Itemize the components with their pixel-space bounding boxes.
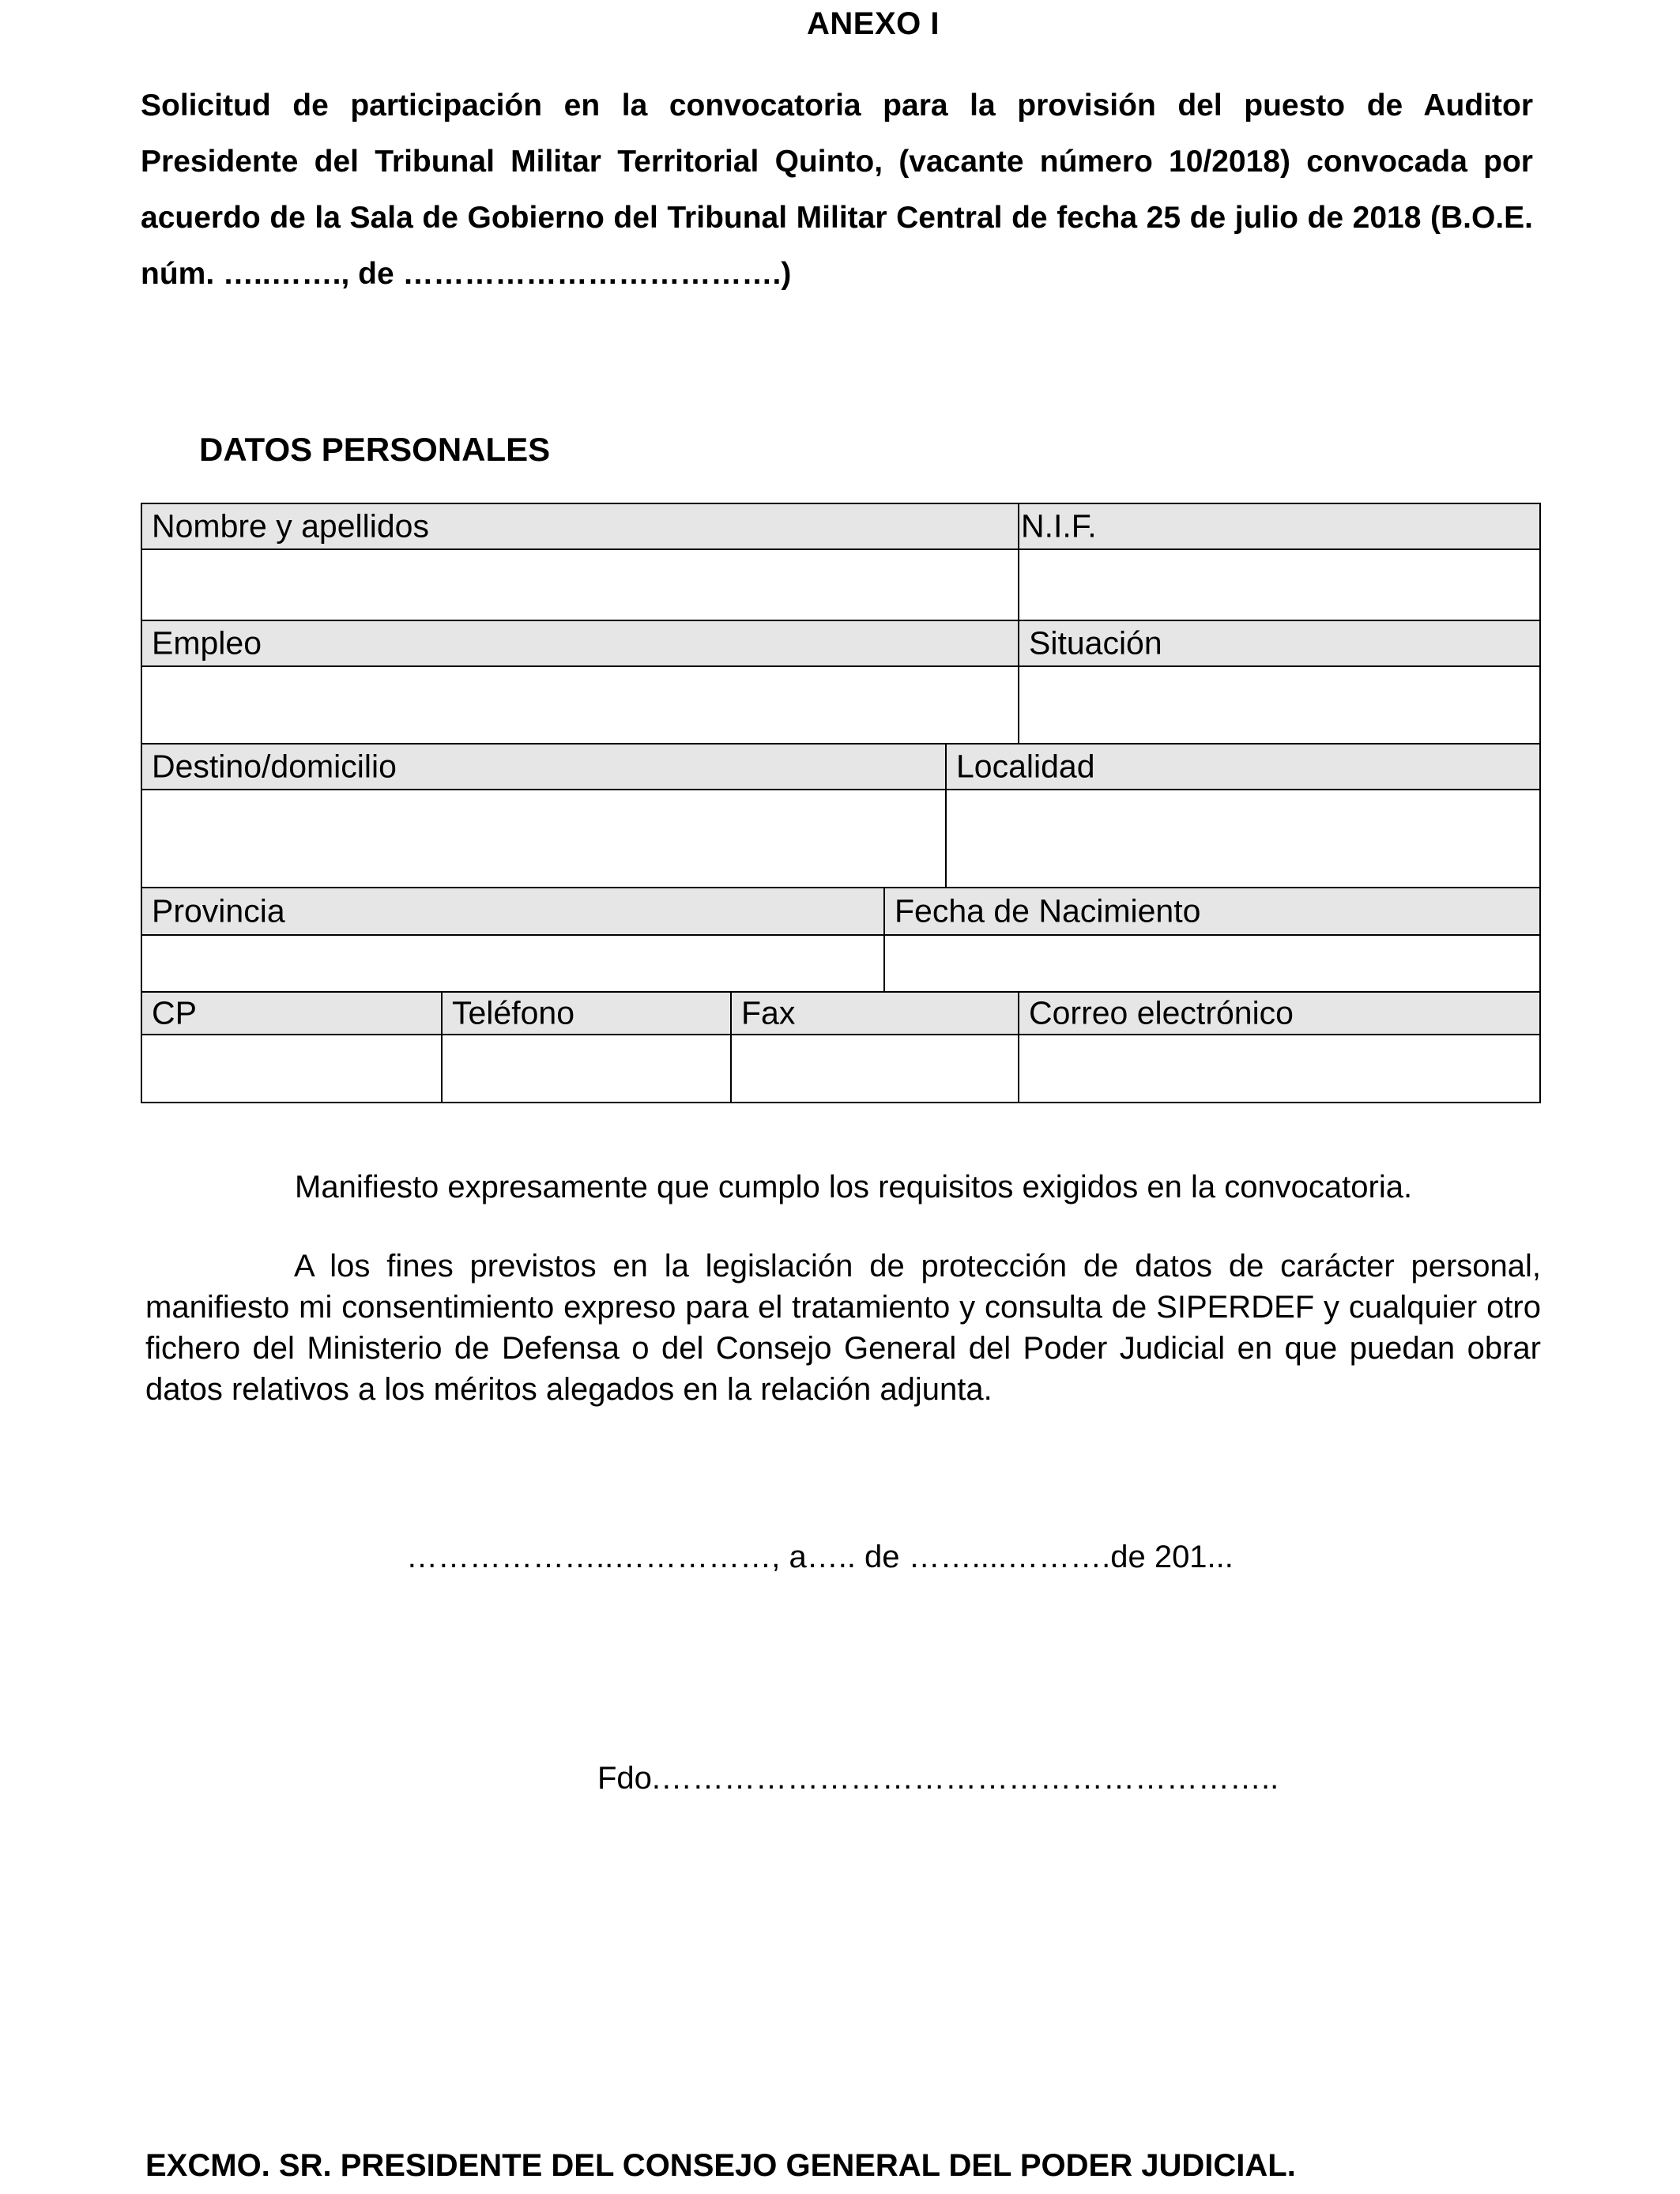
- address-field[interactable]: [141, 789, 947, 888]
- data-protection-consent: A los fines previstos en la legislación de protección de datos de carácter personal, manifiesto mi consentimiento expreso para el tratamiento y consulta de SIPERDEF y cualquier otro fichero del Ministerio de Defensa o del Consejo General del Poder Judicial en que puedan obrar datos relativos a los méritos alegados en la relación adjunta.: [145, 1249, 1541, 1407]
- personal-data-form: [141, 503, 1541, 1103]
- signature-line: Fdo.…………………………………………………..: [597, 1761, 1279, 1796]
- place-date-line: ………………..……………, a….. de ……....……….de 201...: [406, 1540, 1234, 1574]
- employment-label: Empleo: [152, 624, 262, 662]
- application-intro: Solicitud de participación en la convocatoria para la provisión del puesto de Auditor Presidente del Tribunal Militar Territorial Quinto, (vacante número 10/2018) convocada por acuerdo de la Sala de Gobierno del Tribunal Militar Central de fecha 25 de julio de 2018 (B.O.E. núm. …..……., de ……………………………….): [141, 89, 1533, 291]
- nif-label: N.I.F.: [1021, 507, 1097, 545]
- postal-code-label: CP: [152, 994, 197, 1031]
- postal-code-header: [141, 991, 443, 1035]
- phone-field[interactable]: [441, 1034, 732, 1103]
- email-field[interactable]: [1018, 1034, 1541, 1103]
- full-name-label: Nombre y apellidos: [152, 507, 429, 545]
- birth-date-field[interactable]: [883, 934, 1541, 993]
- annex-title: ANEXO I: [807, 6, 940, 41]
- city-label: Localidad: [956, 748, 1095, 785]
- province-field[interactable]: [141, 934, 885, 993]
- section-title-personal-data: DATOS PERSONALES: [199, 431, 551, 468]
- fax-header: [730, 991, 1019, 1035]
- fax-label: Fax: [741, 994, 796, 1031]
- nif-header: [1018, 503, 1541, 550]
- status-header: [1018, 620, 1541, 667]
- employment-header: [141, 620, 1019, 667]
- status-field[interactable]: [1018, 665, 1541, 745]
- address-label: Destino/domicilio: [152, 748, 397, 785]
- addressee: EXCMO. SR. PRESIDENTE DEL CONSEJO GENERAL DEL PODER JUDICIAL.: [145, 2148, 1296, 2183]
- fax-field[interactable]: [730, 1034, 1019, 1103]
- city-header: [945, 743, 1541, 790]
- full-name-field[interactable]: [141, 548, 1019, 621]
- province-header: [141, 887, 885, 936]
- email-header: [1018, 991, 1541, 1035]
- phone-header: [441, 991, 732, 1035]
- city-field[interactable]: [945, 789, 1541, 888]
- address-header: [141, 743, 947, 790]
- status-label: Situación: [1029, 624, 1162, 662]
- nif-field[interactable]: [1018, 548, 1541, 621]
- birth-date-header: [883, 887, 1541, 936]
- phone-label: Teléfono: [452, 994, 575, 1031]
- email-label: Correo electrónico: [1029, 994, 1294, 1031]
- requirements-statement: Manifiesto expresamente que cumplo los requisitos exigidos en la convocatoria.: [295, 1170, 1413, 1204]
- postal-code-field[interactable]: [141, 1034, 443, 1103]
- province-label: Provincia: [152, 892, 285, 929]
- full-name-header: [141, 503, 1019, 550]
- employment-field[interactable]: [141, 665, 1019, 745]
- birth-date-label: Fecha de Nacimiento: [895, 892, 1201, 929]
